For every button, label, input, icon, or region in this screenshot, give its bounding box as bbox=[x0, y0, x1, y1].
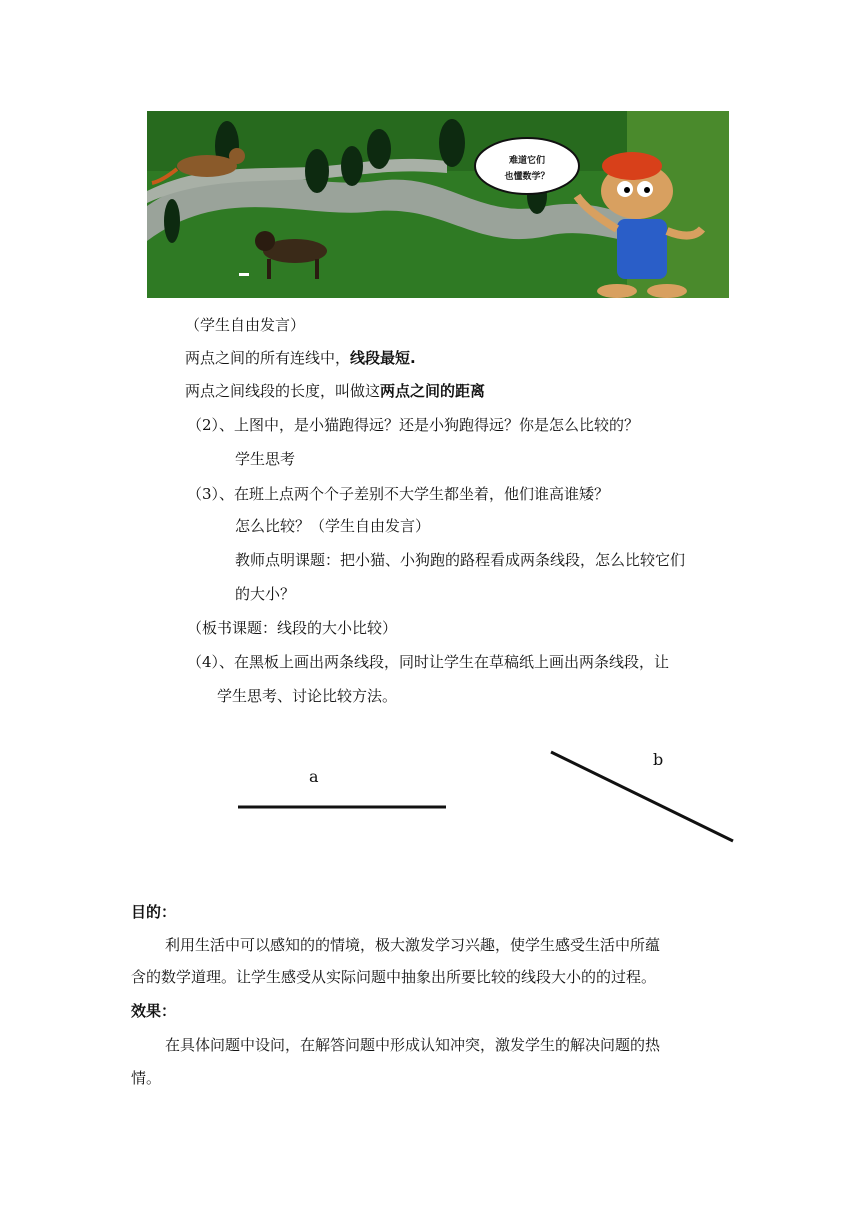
effect-text-1: 在具体问题中设问，在解答问题中形成认知冲突，激发学生的解决问题的热 bbox=[165, 1036, 661, 1054]
question-3: （3）、在班上点两个个子差别不大学生都坐着，他们谁高谁矮？ bbox=[187, 485, 610, 503]
segment-b-label: b bbox=[653, 750, 664, 769]
purpose-heading: 目的： bbox=[131, 903, 177, 921]
speech-line-2: 也懂数学？ bbox=[504, 172, 550, 182]
line-teacher-topic: 教师点明课题：把小猫、小狗跑的路程看成两条线段，怎么比较它们 bbox=[235, 551, 686, 569]
line-discuss-method: 学生思考、讨论比较方法。 bbox=[217, 687, 398, 705]
effect-text-2: 情。 bbox=[131, 1069, 162, 1087]
purpose-text-1: 利用生活中可以感知的的情境，极大激发学习兴趣，使学生感受生活中所蕴 bbox=[165, 936, 661, 954]
line-size-question: 的大小？ bbox=[235, 585, 296, 603]
segment-b bbox=[551, 752, 733, 841]
line-how-compare: 怎么比较？（学生自由发言） bbox=[235, 517, 431, 535]
text-plain: 两点之间线段的长度，叫做这 bbox=[185, 382, 381, 400]
text-bold: 两点之间的距离 bbox=[380, 382, 486, 400]
speech-line-1: 难道它们 bbox=[508, 156, 546, 166]
text-bold: 线段最短. bbox=[350, 349, 416, 367]
question-4: （4）、在黑板上画出两条线段，同时让学生在草稿纸上画出两条线段，让 bbox=[187, 653, 670, 671]
text-plain: 两点之间的所有连线中， bbox=[185, 349, 351, 367]
effect-heading: 效果： bbox=[131, 1002, 177, 1020]
purpose-text-2: 含的数学道理。让学生感受从实际问题中抽象出所要比较的线段大小的的过程。 bbox=[131, 968, 657, 986]
question-2: （2）、上图中，是小猫跑得远？还是小狗跑得远？你是怎么比较的？ bbox=[187, 416, 640, 434]
line-student-think: 学生思考 bbox=[235, 450, 296, 468]
segment-a-label: a bbox=[309, 767, 319, 786]
line-board-title: （板书课题：线段的大小比较） bbox=[187, 619, 398, 637]
line-student-speak: （学生自由发言） bbox=[185, 316, 306, 334]
